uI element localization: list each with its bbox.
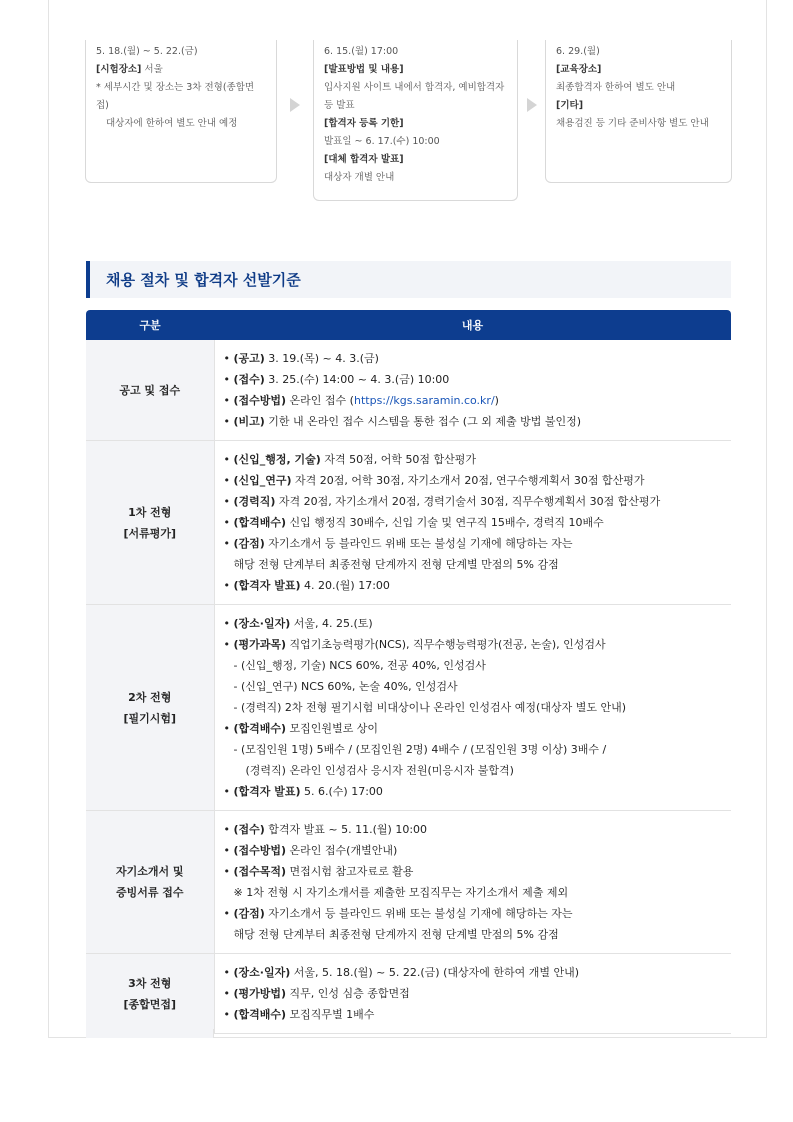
content-text: 기한 내 온라인 접수 시스템을 통한 접수 (그 외 제출 방법 불인정) xyxy=(264,415,582,428)
content-text: - (경력직) 2차 전형 필기시험 비대상이나 온라인 인성검사 예정(대상자 별도 안내) xyxy=(233,701,627,714)
bullet-icon: • xyxy=(223,844,234,857)
card-line-text: 5. 18.(월) ~ 5. 22.(금) xyxy=(96,46,198,57)
content-line xyxy=(224,613,732,634)
table-row xyxy=(86,811,731,954)
card-line-text: 최종합격자 한하여 별도 안내 xyxy=(556,82,676,93)
row-category-text: 3차 전형 xyxy=(128,976,172,990)
bullet-icon: • xyxy=(223,352,234,365)
content-line xyxy=(224,655,732,676)
content-text: 자격 20점, 자기소개서 20점, 경력기술서 30점, 직무수행계획서 30점 합산평가 xyxy=(275,495,661,508)
content-line xyxy=(224,697,732,718)
bullet-icon: • xyxy=(223,537,234,550)
bullet-icon: • xyxy=(223,516,234,529)
header-content: 내용 xyxy=(214,310,731,340)
header-category: 구분 xyxy=(86,310,214,340)
content-line xyxy=(224,760,732,781)
content-label: (감점) xyxy=(233,537,265,550)
bullet-icon: • xyxy=(223,865,234,878)
content-text: - (모집인원 1명) 5배수 / (모집인원 2명) 4배수 / (모집인원 3명 이상) 3배수 / xyxy=(233,743,607,756)
content-label: (합격자 발표) xyxy=(233,785,301,798)
content-text: 해당 전형 단계부터 최종전형 단계까지 전형 단계별 만점의 5% 감점 xyxy=(233,558,559,571)
content-line xyxy=(224,882,732,903)
card-line-text: 대상자 개별 안내 xyxy=(324,172,395,183)
content-line xyxy=(224,676,732,697)
content-line xyxy=(224,512,732,533)
card-line xyxy=(96,79,266,115)
content-text: - (신입_연구) NCS 60%, 논술 40%, 인성검사 xyxy=(233,680,458,693)
selection-process-table xyxy=(86,310,731,1034)
arrow-right-icon xyxy=(290,98,300,112)
row-category xyxy=(86,441,214,605)
row-content xyxy=(214,441,731,605)
card-line xyxy=(324,43,507,61)
content-line xyxy=(224,718,732,739)
content-line xyxy=(224,781,732,802)
row-category xyxy=(86,605,214,811)
bullet-icon: • xyxy=(223,415,234,428)
content-text: 모집직무별 1배수 xyxy=(286,1008,375,1021)
content-text: 신입 행정직 30배수, 신입 기술 및 연구직 15배수, 경력직 10배수 xyxy=(286,516,604,529)
content-text: 3. 25.(수) 14:00 ~ 4. 3.(금) 10:00 xyxy=(264,373,450,386)
row-content xyxy=(214,954,731,1034)
card-line-text: 6. 15.(월) 17:00 xyxy=(324,46,399,57)
content-text: 자격 20점, 어학 30점, 자기소개서 20점, 연구수행계획서 30점 합산평가 xyxy=(291,474,645,487)
bullet-icon: • xyxy=(223,1008,234,1021)
row-category-text: 2차 전형 xyxy=(128,690,172,704)
table-row xyxy=(86,605,731,811)
content-line xyxy=(224,348,732,369)
card-line-text: 채용검진 등 기타 준비사항 별도 안내 xyxy=(556,118,709,129)
content-label: (비고) xyxy=(233,415,265,428)
content-line xyxy=(224,840,732,861)
bullet-icon: • xyxy=(223,823,234,836)
content-text: 직무, 인성 심층 종합면접 xyxy=(286,987,410,1000)
row-category xyxy=(86,340,214,441)
content-text: 직업기초능력평가(NCS), 직무수행능력평가(전공, 논술), 인성검사 xyxy=(286,638,606,651)
card-line-text: 대상자에 한하여 별도 안내 예정 xyxy=(106,118,238,129)
table-row xyxy=(86,441,731,605)
arrow-right-icon xyxy=(527,98,537,112)
bullet-icon: • xyxy=(223,495,234,508)
content-text: 자격 50점, 어학 50점 합산평가 xyxy=(320,453,477,466)
content-label: (접수방법) xyxy=(233,394,287,407)
content-text: (경력직) 온라인 인성검사 응시자 전원(미응시자 불합격) xyxy=(245,764,514,777)
card-line-text: 등 발표 xyxy=(324,100,355,111)
card-line-text: 6. 29.(월) xyxy=(556,46,600,57)
row-category-text: 자기소개서 및 xyxy=(115,865,184,878)
card-line xyxy=(556,79,721,97)
schedule-card-final-announcement xyxy=(313,40,518,201)
content-line xyxy=(224,369,732,390)
card-line-text: * 세부시간 및 장소는 3차 전형(종합면접) xyxy=(96,82,255,111)
content-label: (장소·일자) xyxy=(233,966,291,979)
bullet-icon: • xyxy=(223,785,234,798)
content-label: (장소·일자) xyxy=(233,617,291,630)
bullet-icon: • xyxy=(223,907,234,920)
card-line xyxy=(324,151,507,169)
card-line xyxy=(324,169,507,187)
row-content xyxy=(214,340,731,441)
content-text: 서울, 5. 18.(월) ~ 5. 22.(금) (대상자에 한하여 개별 안내) xyxy=(290,966,580,979)
row-category xyxy=(86,811,214,954)
content-line xyxy=(224,903,732,924)
content-label: (접수) xyxy=(233,823,265,836)
content-text: ※ 1차 전형 시 자기소개서를 제출한 모집직무는 자기소개서 제출 제외 xyxy=(233,886,569,899)
content-label: (신입_행정, 기술) xyxy=(233,453,321,466)
bullet-icon: • xyxy=(223,373,234,386)
content-line xyxy=(224,861,732,882)
section-title-text: 채용 절차 및 합격자 선발기준 xyxy=(106,271,301,289)
schedule-card-training xyxy=(545,40,732,183)
content-line xyxy=(224,390,732,411)
content-label: (접수목적) xyxy=(233,865,287,878)
card-line-label: [기타] xyxy=(556,100,584,111)
card-line xyxy=(96,61,266,79)
row-category-text: 공고 및 접수 xyxy=(119,383,181,397)
content-text: 4. 20.(월) 17:00 xyxy=(300,579,390,592)
application-site-link[interactable]: https://kgs.saramin.co.kr/ xyxy=(353,394,495,407)
row-content xyxy=(214,811,731,954)
content-label: (공고) xyxy=(233,352,265,365)
card-line xyxy=(556,43,721,61)
content-label: (평가과목) xyxy=(233,638,287,651)
content-text: 서울, 4. 25.(토) xyxy=(290,617,373,630)
content-text: 자기소개서 등 블라인드 위배 또는 불성실 기재에 해당하는 자는 xyxy=(264,537,573,550)
content-line xyxy=(224,449,732,470)
section-title xyxy=(86,261,731,298)
content-text: 면접시험 참고자료로 활용 xyxy=(286,865,414,878)
content-line xyxy=(224,983,732,1004)
table-header-row xyxy=(86,310,731,340)
content-line xyxy=(224,819,732,840)
card-line-text: 발표일 ~ 6. 17.(수) 10:00 xyxy=(324,136,440,147)
content-text: 3. 19.(목) ~ 4. 3.(금) xyxy=(264,352,379,365)
content-line xyxy=(224,491,732,512)
content-line xyxy=(224,470,732,491)
table-row-partial xyxy=(86,1029,731,1038)
card-line-text: 입사지원 사이트 내에서 합격자, 예비합격자 xyxy=(324,82,505,93)
row-category-text: [종합면접] xyxy=(123,997,177,1011)
bullet-icon: • xyxy=(223,579,234,592)
content-line xyxy=(224,962,732,983)
content-label: (경력직) xyxy=(233,495,276,508)
content-label: (합격배수) xyxy=(233,516,287,529)
card-line xyxy=(96,115,266,133)
card-line-label: [교육장소] xyxy=(556,64,602,75)
content-text: ) xyxy=(494,394,499,407)
row-content xyxy=(214,605,731,811)
content-label: (평가방법) xyxy=(233,987,287,1000)
content-text: 합격자 발표 ~ 5. 11.(월) 10:00 xyxy=(264,823,428,836)
bullet-icon: • xyxy=(223,394,234,407)
content-line xyxy=(224,575,732,596)
content-text: 온라인 접수 ( xyxy=(286,394,354,407)
row-category-text: [서류평가] xyxy=(123,526,177,540)
content-text: - (신입_행정, 기술) NCS 60%, 전공 40%, 인성검사 xyxy=(233,659,486,672)
content-text: 해당 전형 단계부터 최종전형 단계까지 전형 단계별 만점의 5% 감점 xyxy=(233,928,559,941)
content-label: (신입_연구) xyxy=(233,474,292,487)
content-line xyxy=(224,1004,732,1025)
row-category xyxy=(86,954,214,1034)
card-line-label: [대체 합격자 발표] xyxy=(324,154,404,165)
bullet-icon: • xyxy=(223,638,234,651)
card-line-text: 서울 xyxy=(141,64,163,75)
content-label: (합격배수) xyxy=(233,1008,287,1021)
card-line xyxy=(556,115,721,133)
bullet-icon: • xyxy=(223,966,234,979)
content-line xyxy=(224,411,732,432)
card-line-label: [발표방법 및 내용] xyxy=(324,64,404,75)
card-line xyxy=(556,97,721,115)
card-line xyxy=(324,61,507,79)
row-category-text: 1차 전형 xyxy=(128,505,172,519)
card-line xyxy=(324,133,507,151)
content-line xyxy=(224,924,732,945)
card-line xyxy=(324,97,507,115)
schedule-card-written-exam xyxy=(85,40,277,183)
content-label: (합격자 발표) xyxy=(233,579,301,592)
content-line xyxy=(224,634,732,655)
content-text: 모집인원별로 상이 xyxy=(286,722,379,735)
content-text: 5. 6.(수) 17:00 xyxy=(300,785,383,798)
content-text: 자기소개서 등 블라인드 위배 또는 불성실 기재에 해당하는 자는 xyxy=(264,907,573,920)
content-label: (감점) xyxy=(233,907,265,920)
bullet-icon: • xyxy=(223,474,234,487)
table-row xyxy=(86,340,731,441)
table-row xyxy=(86,954,731,1034)
row-category-text: [필기시험] xyxy=(123,711,177,725)
bullet-icon: • xyxy=(223,453,234,466)
card-line-label: [합격자 등록 기한] xyxy=(324,118,404,129)
content-line xyxy=(224,554,732,575)
card-line-label: [시험장소] xyxy=(96,64,142,75)
card-line xyxy=(324,79,507,97)
card-line xyxy=(556,61,721,79)
content-label: (접수방법) xyxy=(233,844,287,857)
bullet-icon: • xyxy=(223,987,234,1000)
content-line xyxy=(224,739,732,760)
row-category-text: 증빙서류 접수 xyxy=(115,886,184,899)
content-label: (합격배수) xyxy=(233,722,287,735)
content-line xyxy=(224,533,732,554)
card-line xyxy=(96,43,266,61)
content-text: 온라인 접수(개별안내) xyxy=(286,844,398,857)
content-label: (접수) xyxy=(233,373,265,386)
bullet-icon: • xyxy=(223,617,234,630)
card-line xyxy=(324,115,507,133)
bullet-icon: • xyxy=(223,722,234,735)
